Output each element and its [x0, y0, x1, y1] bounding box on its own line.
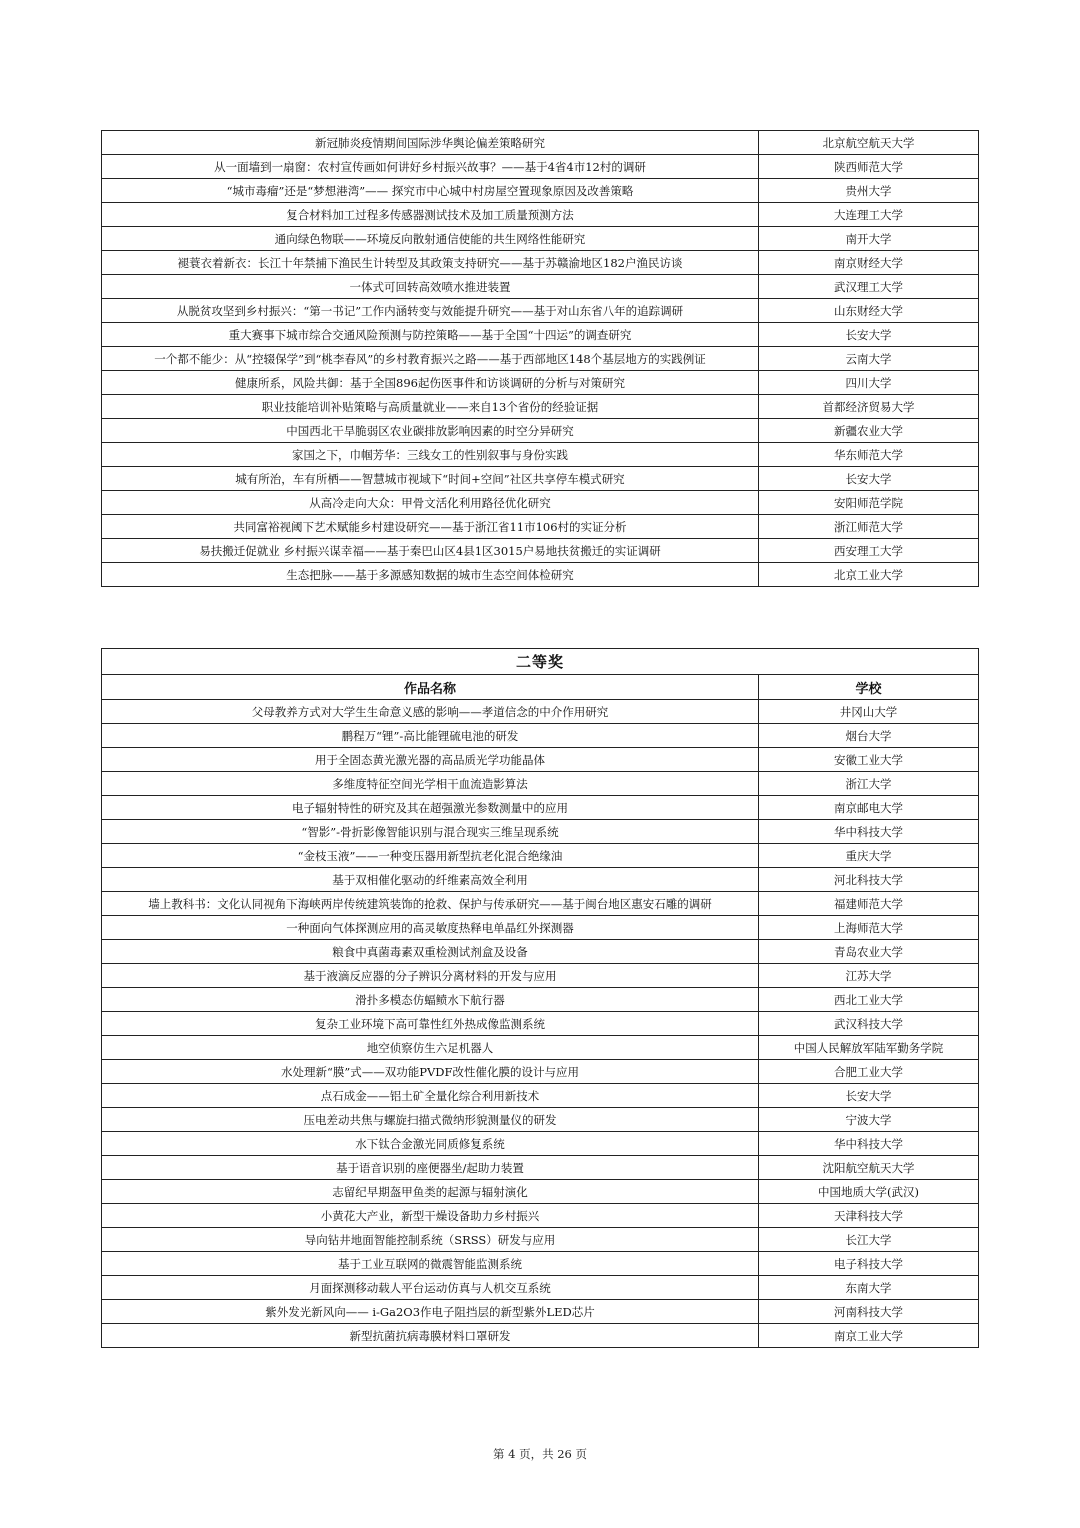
- school-cell: 武汉科技大学: [759, 1012, 979, 1036]
- school-cell: 天津科技大学: [759, 1204, 979, 1228]
- project-title-cell: 基于语音识别的座便器坐/起助力装置: [102, 1156, 759, 1180]
- project-title-cell: 地空侦察仿生六足机器人: [102, 1036, 759, 1060]
- table-row: [102, 724, 979, 748]
- table-row: [102, 323, 979, 347]
- table-row: [102, 227, 979, 251]
- school-cell: 贵州大学: [759, 179, 979, 203]
- table-row: [102, 1084, 979, 1108]
- project-title-cell: 鹏程万“锂”-高比能锂硫电池的研发: [102, 724, 759, 748]
- project-title-cell: 一个都不能少：从“控辍保学”到“桃李春风”的乡村教育振兴之路——基于西部地区148个基层地方的实践例证: [102, 347, 759, 371]
- table-row: [102, 203, 979, 227]
- school-cell: 南京邮电大学: [759, 796, 979, 820]
- table-row: [102, 892, 979, 916]
- project-title-cell: 水下钛合金激光同质修复系统: [102, 1132, 759, 1156]
- table-row: [102, 940, 979, 964]
- school-cell: 云南大学: [759, 347, 979, 371]
- table-row: [102, 1324, 979, 1348]
- table-header-row: [102, 675, 979, 700]
- table-row: [102, 1132, 979, 1156]
- project-title-cell: 城有所治，车有所栖——智慧城市视域下“时间+空间”社区共享停车模式研究: [102, 467, 759, 491]
- project-title-cell: 一体式可回转高效喷水推进装置: [102, 275, 759, 299]
- table-row: [102, 700, 979, 724]
- project-title-cell: 水处理新“膜”式——双功能PVDF改性催化膜的设计与应用: [102, 1060, 759, 1084]
- table-row: [102, 1060, 979, 1084]
- school-cell: 南京财经大学: [759, 251, 979, 275]
- table-row: [102, 515, 979, 539]
- project-title-cell: 复合材料加工过程多传感器测试技术及加工质量预测方法: [102, 203, 759, 227]
- project-title-cell: 滑扑多模态仿蝠鲼水下航行器: [102, 988, 759, 1012]
- project-title-cell: “智影”-骨折影像智能识别与混合现实三维呈现系统: [102, 820, 759, 844]
- school-cell: 宁波大学: [759, 1108, 979, 1132]
- table-row: [102, 539, 979, 563]
- school-cell: 西安理工大学: [759, 539, 979, 563]
- school-cell: 南京工业大学: [759, 1324, 979, 1348]
- school-cell: 华中科技大学: [759, 1132, 979, 1156]
- project-title-cell: 基于双相催化驱动的纤维素高效全利用: [102, 868, 759, 892]
- table-row: [102, 1300, 979, 1324]
- project-title-cell: 压电差动共焦与螺旋扫描式微纳形貌测量仪的研发: [102, 1108, 759, 1132]
- table-row: [102, 868, 979, 892]
- project-title-cell: 褪蓑衣着新衣：长江十年禁捕下渔民生计转型及其政策支持研究——基于苏赣渝地区182户渔民访谈: [102, 251, 759, 275]
- school-cell: 江苏大学: [759, 964, 979, 988]
- school-cell: 青岛农业大学: [759, 940, 979, 964]
- project-title-cell: 基于工业互联网的微震智能监测系统: [102, 1252, 759, 1276]
- project-title-cell: 健康所系，风险共御：基于全国896起伤医事件和访谈调研的分析与对策研究: [102, 371, 759, 395]
- school-cell: 首都经济贸易大学: [759, 395, 979, 419]
- project-title-cell: 从高冷走向大众：甲骨文活化利用路径优化研究: [102, 491, 759, 515]
- school-cell: 南开大学: [759, 227, 979, 251]
- school-cell: 长安大学: [759, 1084, 979, 1108]
- table-row: [102, 1276, 979, 1300]
- table-row: [102, 964, 979, 988]
- project-title-cell: 基于液滴反应器的分子辨识分离材料的开发与应用: [102, 964, 759, 988]
- project-title-cell: 用于全固态黄光激光器的高品质光学功能晶体: [102, 748, 759, 772]
- school-cell: 电子科技大学: [759, 1252, 979, 1276]
- table-row: [102, 1036, 979, 1060]
- table-row: [102, 131, 979, 155]
- first-prize-table-body: [102, 131, 979, 587]
- project-title-cell: 从一面墙到一扇窗：农村宣传画如何讲好乡村振兴故事？——基于4省4市12村的调研: [102, 155, 759, 179]
- project-title-cell: 复杂工业环境下高可靠性红外热成像监测系统: [102, 1012, 759, 1036]
- project-title-cell: 点石成金——铝土矿全量化综合利用新技术: [102, 1084, 759, 1108]
- project-title-cell: “金枝玉液”——一种变压器用新型抗老化混合绝缘油: [102, 844, 759, 868]
- school-cell: 中国人民解放军陆军勤务学院: [759, 1036, 979, 1060]
- school-cell: 安徽工业大学: [759, 748, 979, 772]
- project-title-cell: 共同富裕视阈下艺术赋能乡村建设研究——基于浙江省11市106村的实证分析: [102, 515, 759, 539]
- school-cell: 北京工业大学: [759, 563, 979, 587]
- project-title-cell: 电子辐射特性的研究及其在超强激光参数测量中的应用: [102, 796, 759, 820]
- project-title-cell: 紫外发光新风向—— i-Ga2O3作电子阻挡层的新型紫外LED芯片: [102, 1300, 759, 1324]
- project-title-cell: 父母教养方式对大学生生命意义感的影响——孝道信念的中介作用研究: [102, 700, 759, 724]
- project-title-cell: 通向绿色物联——环境反向散射通信使能的共生网络性能研究: [102, 227, 759, 251]
- table-row: [102, 491, 979, 515]
- table-row: [102, 419, 979, 443]
- table-row: [102, 916, 979, 940]
- table-row: [102, 772, 979, 796]
- school-cell: 河南科技大学: [759, 1300, 979, 1324]
- project-title-cell: 导向钻井地面智能控制系统（SRSS）研发与应用: [102, 1228, 759, 1252]
- project-title-cell: 一种面向气体探测应用的高灵敏度热释电单晶红外探测器: [102, 916, 759, 940]
- project-title-cell: 中国西北干旱脆弱区农业碳排放影响因素的时空分异研究: [102, 419, 759, 443]
- school-cell: 上海师范大学: [759, 916, 979, 940]
- project-title-cell: “城市毒瘤”还是“梦想港湾”—— 探究市中心城中村房屋空置现象原因及改善策略: [102, 179, 759, 203]
- table-row: [102, 1228, 979, 1252]
- column-header-school: 学校: [759, 675, 979, 700]
- school-cell: 浙江大学: [759, 772, 979, 796]
- school-cell: 中国地质大学(武汉): [759, 1180, 979, 1204]
- project-title-cell: 重大赛事下城市综合交通风险预测与防控策略——基于全国“十四运”的调查研究: [102, 323, 759, 347]
- table-row: [102, 1252, 979, 1276]
- table-row: [102, 988, 979, 1012]
- school-cell: 井冈山大学: [759, 700, 979, 724]
- table-row: [102, 1180, 979, 1204]
- school-cell: 华中科技大学: [759, 820, 979, 844]
- table-row: [102, 1108, 979, 1132]
- table-row: [102, 299, 979, 323]
- project-title-cell: 墙上教科书：文化认同视角下海峡两岸传统建筑装饰的抢救、保护与传承研究——基于闽台地区惠安石雕的调研: [102, 892, 759, 916]
- project-title-cell: 新冠肺炎疫情期间国际涉华舆论偏差策略研究: [102, 131, 759, 155]
- school-cell: 华东师范大学: [759, 443, 979, 467]
- project-title-cell: 粮食中真菌毒素双重检测试剂盒及设备: [102, 940, 759, 964]
- school-cell: 西北工业大学: [759, 988, 979, 1012]
- project-title-cell: 家国之下，巾帼芳华：三线女工的性别叙事与身份实践: [102, 443, 759, 467]
- school-cell: 北京航空航天大学: [759, 131, 979, 155]
- table-row: [102, 371, 979, 395]
- project-title-cell: 职业技能培训补贴策略与高质量就业——来自13个省份的经验证据: [102, 395, 759, 419]
- school-cell: 长安大学: [759, 323, 979, 347]
- school-cell: 重庆大学: [759, 844, 979, 868]
- school-cell: 浙江师范大学: [759, 515, 979, 539]
- school-cell: 新疆农业大学: [759, 419, 979, 443]
- table-row: [102, 251, 979, 275]
- table-row: [102, 1204, 979, 1228]
- project-title-cell: 小黄花大产业，新型干燥设备助力乡村振兴: [102, 1204, 759, 1228]
- second-prize-section-title: 二等奖: [102, 649, 979, 675]
- school-cell: 东南大学: [759, 1276, 979, 1300]
- second-prize-table-body: [102, 649, 979, 1348]
- school-cell: 河北科技大学: [759, 868, 979, 892]
- column-header-title: 作品名称: [102, 675, 759, 700]
- school-cell: 合肥工业大学: [759, 1060, 979, 1084]
- school-cell: 山东财经大学: [759, 299, 979, 323]
- school-cell: 烟台大学: [759, 724, 979, 748]
- table-row: [102, 155, 979, 179]
- project-title-cell: 多维度特征空间光学相干血流造影算法: [102, 772, 759, 796]
- project-title-cell: 月面探测移动载人平台运动仿真与人机交互系统: [102, 1276, 759, 1300]
- table-row: [102, 275, 979, 299]
- table-row: [102, 563, 979, 587]
- school-cell: 沈阳航空航天大学: [759, 1156, 979, 1180]
- project-title-cell: 从脱贫攻坚到乡村振兴：“第一书记”工作内涵转变与效能提升研究——基于对山东省八年的追踪调研: [102, 299, 759, 323]
- table-row: [102, 796, 979, 820]
- school-cell: 武汉理工大学: [759, 275, 979, 299]
- table-row: [102, 1156, 979, 1180]
- school-cell: 长安大学: [759, 467, 979, 491]
- project-title-cell: 新型抗菌抗病毒膜材料口罩研发: [102, 1324, 759, 1348]
- second-prize-section-row: [102, 649, 979, 675]
- table-row: [102, 1012, 979, 1036]
- table-row: [102, 748, 979, 772]
- school-cell: 陕西师范大学: [759, 155, 979, 179]
- project-title-cell: 易扶搬迁促就业 乡村振兴谋幸福——基于秦巴山区4县1区3015户易地扶贫搬迁的实证调研: [102, 539, 759, 563]
- page-footer: 第 4 页，共 26 页: [492, 1447, 588, 1461]
- school-cell: 安阳师范学院: [759, 491, 979, 515]
- project-title-cell: 志留纪早期盔甲鱼类的起源与辐射演化: [102, 1180, 759, 1204]
- table-row: [102, 467, 979, 491]
- table-row: [102, 395, 979, 419]
- school-cell: 四川大学: [759, 371, 979, 395]
- school-cell: 长江大学: [759, 1228, 979, 1252]
- table-row: [102, 179, 979, 203]
- table-row: [102, 347, 979, 371]
- school-cell: 大连理工大学: [759, 203, 979, 227]
- table-row: [102, 443, 979, 467]
- table-row: [102, 820, 979, 844]
- table-row: [102, 844, 979, 868]
- project-title-cell: 生态把脉——基于多源感知数据的城市生态空间体检研究: [102, 563, 759, 587]
- second-prize-table: [101, 648, 979, 1348]
- first-prize-table-continued: [101, 130, 979, 587]
- school-cell: 福建师范大学: [759, 892, 979, 916]
